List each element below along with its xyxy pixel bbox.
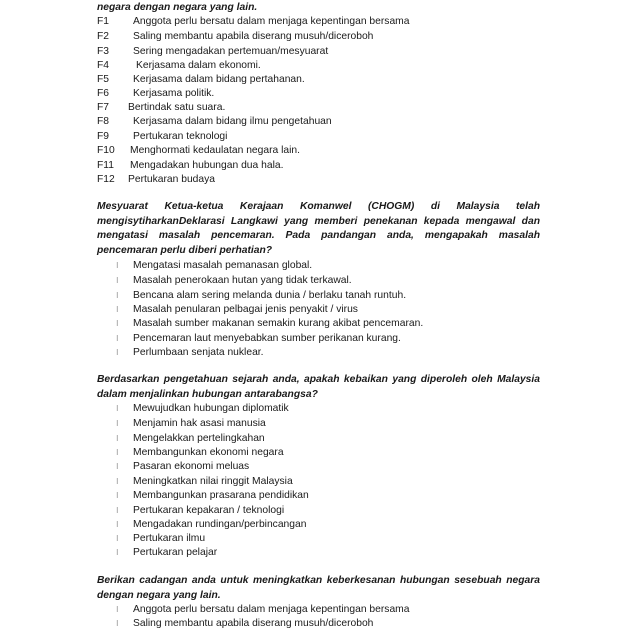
answer-text: Masalah penularan pelbagai jenis penyakit / virus [133, 304, 358, 315]
list-item-code: F10 [97, 145, 115, 156]
bullet-icon: ⁝ [116, 291, 119, 300]
list-item-text: Menghormati kedaulatan negara lain. [130, 145, 301, 156]
answer-text: Membangunkan ekonomi negara [133, 447, 284, 458]
answer-text: Mengatasi masalah pemanasan global. [133, 260, 313, 271]
list-item-text: Bertindak satu suara. [128, 102, 226, 113]
list-item-code: F5 [97, 74, 110, 85]
answer-text: Pertukaran ilmu [133, 533, 206, 544]
intro-question-tail: negara dengan negara yang lain. [97, 2, 258, 13]
bullet-icon: ⁝ [116, 305, 119, 314]
list-item-text: Kerjasama dalam ekonomi. [136, 60, 261, 71]
bullet-icon: ⁝ [116, 261, 119, 270]
list-item-code: F11 [97, 160, 114, 171]
question-2-line: dalam menjalinkan hubungan antarabangsa? [97, 389, 318, 400]
list-item-code: F8 [97, 116, 110, 127]
answer-text: Anggota perlu bersatu dalam menjaga kepentingan bersama [133, 604, 410, 615]
list-item-code: F3 [97, 46, 110, 57]
answer-text: Bencana alam sering melanda dunia / berlaku tanah runtuh. [133, 290, 407, 301]
bullet-icon: ⁝ [116, 605, 119, 614]
bullet-icon: ⁝ [116, 520, 119, 529]
answer-text: Masalah penerokaan hutan yang tidak terkawal. [133, 275, 352, 286]
bullet-icon: ⁝ [116, 448, 119, 457]
answer-text: Menjamin hak asasi manusia [133, 418, 266, 429]
answer-text: Pertukaran pelajar [133, 547, 218, 558]
answer-text: Masalah sumber makanan semakin kurang akibat pencemaran. [133, 318, 424, 329]
bullet-icon: ⁝ [116, 404, 119, 413]
answer-text: Pencemaran laut menyebabkan sumber perikanan kurang. [133, 333, 401, 344]
question-3-line: Berikan cadangan anda untuk meningkatkan keberkesanan hubungan sesebuah negara [97, 575, 540, 586]
answer-text: Mengadakan rundingan/perbincangan [133, 519, 307, 530]
list-item-text: Kerjasama dalam bidang ilmu pengetahuan [133, 116, 332, 127]
list-item-text: Sering mengadakan pertemuan/mesyuarat [133, 46, 329, 57]
answer-text: Mengelakkan pertelingkahan [133, 433, 265, 444]
bullet-icon: ⁝ [116, 334, 119, 343]
answer-text: Pertukaran kepakaran / teknologi [133, 505, 285, 516]
list-item-text: Kerjasama dalam bidang pertahanan. [133, 74, 305, 85]
bullet-icon: ⁝ [116, 506, 119, 515]
bullet-icon: ⁝ [116, 419, 119, 428]
answer-text: Saling membantu apabila diserang musuh/diceroboh [133, 618, 374, 629]
list-item-code: F7 [97, 102, 110, 113]
list-item-text: Pertukaran teknologi [133, 131, 228, 142]
bullet-icon: ⁝ [116, 462, 119, 471]
question-2-line: Berdasarkan pengetahuan sejarah anda, apakah kebaikan yang diperoleh oleh Malaysia [97, 374, 540, 385]
bullet-icon: ⁝ [116, 477, 119, 486]
question-1-line: pencemaran perlu diberi perhatian? [97, 245, 273, 256]
list-item-code: F9 [97, 131, 110, 142]
list-item-code: F12 [97, 174, 115, 185]
list-item-text: Pertukaran budaya [128, 174, 216, 185]
bullet-icon: ⁝ [116, 619, 119, 628]
bullet-icon: ⁝ [116, 548, 119, 557]
list-item-code: F2 [97, 31, 110, 42]
list-item-text: Saling membantu apabila diserang musuh/diceroboh [133, 31, 374, 42]
answer-text: Meningkatkan nilai ringgit Malaysia [133, 476, 293, 487]
answer-text: Membangunkan prasarana pendidikan [133, 490, 309, 501]
question-1-line: Mesyuarat Ketua-ketua Kerajaan Komanwel (CHOGM) di Malaysia telah [97, 201, 540, 212]
question-3-line: dengan negara yang lain. [97, 590, 221, 601]
bullet-icon: ⁝ [116, 434, 119, 443]
bullet-icon: ⁝ [116, 319, 119, 328]
answer-text: Mewujudkan hubungan diplomatik [133, 403, 289, 414]
list-item-code: F6 [97, 88, 110, 99]
answer-text: Pasaran ekonomi meluas [133, 461, 250, 472]
list-item-code: F4 [97, 60, 110, 71]
bullet-icon: ⁝ [116, 276, 119, 285]
list-item-text: Mengadakan hubungan dua hala. [130, 160, 284, 171]
bullet-icon: ⁝ [116, 491, 119, 500]
answer-text: Perlumbaan senjata nuklear. [133, 347, 264, 358]
list-item-code: F1 [97, 16, 110, 27]
list-item-text: Anggota perlu bersatu dalam menjaga kepentingan bersama [133, 16, 410, 27]
bullet-icon: ⁝ [116, 348, 119, 357]
bullet-icon: ⁝ [116, 534, 119, 543]
question-1-line: mengatasi masalah pencemaran. Pada pandangan anda, mengapakah masalah [97, 230, 540, 241]
list-item-text: Kerjasama politik. [133, 88, 215, 99]
question-1-line: mengisytiharkanDeklarasi Langkawi yang memberi penekanan kepada mengawal dan [97, 216, 540, 227]
